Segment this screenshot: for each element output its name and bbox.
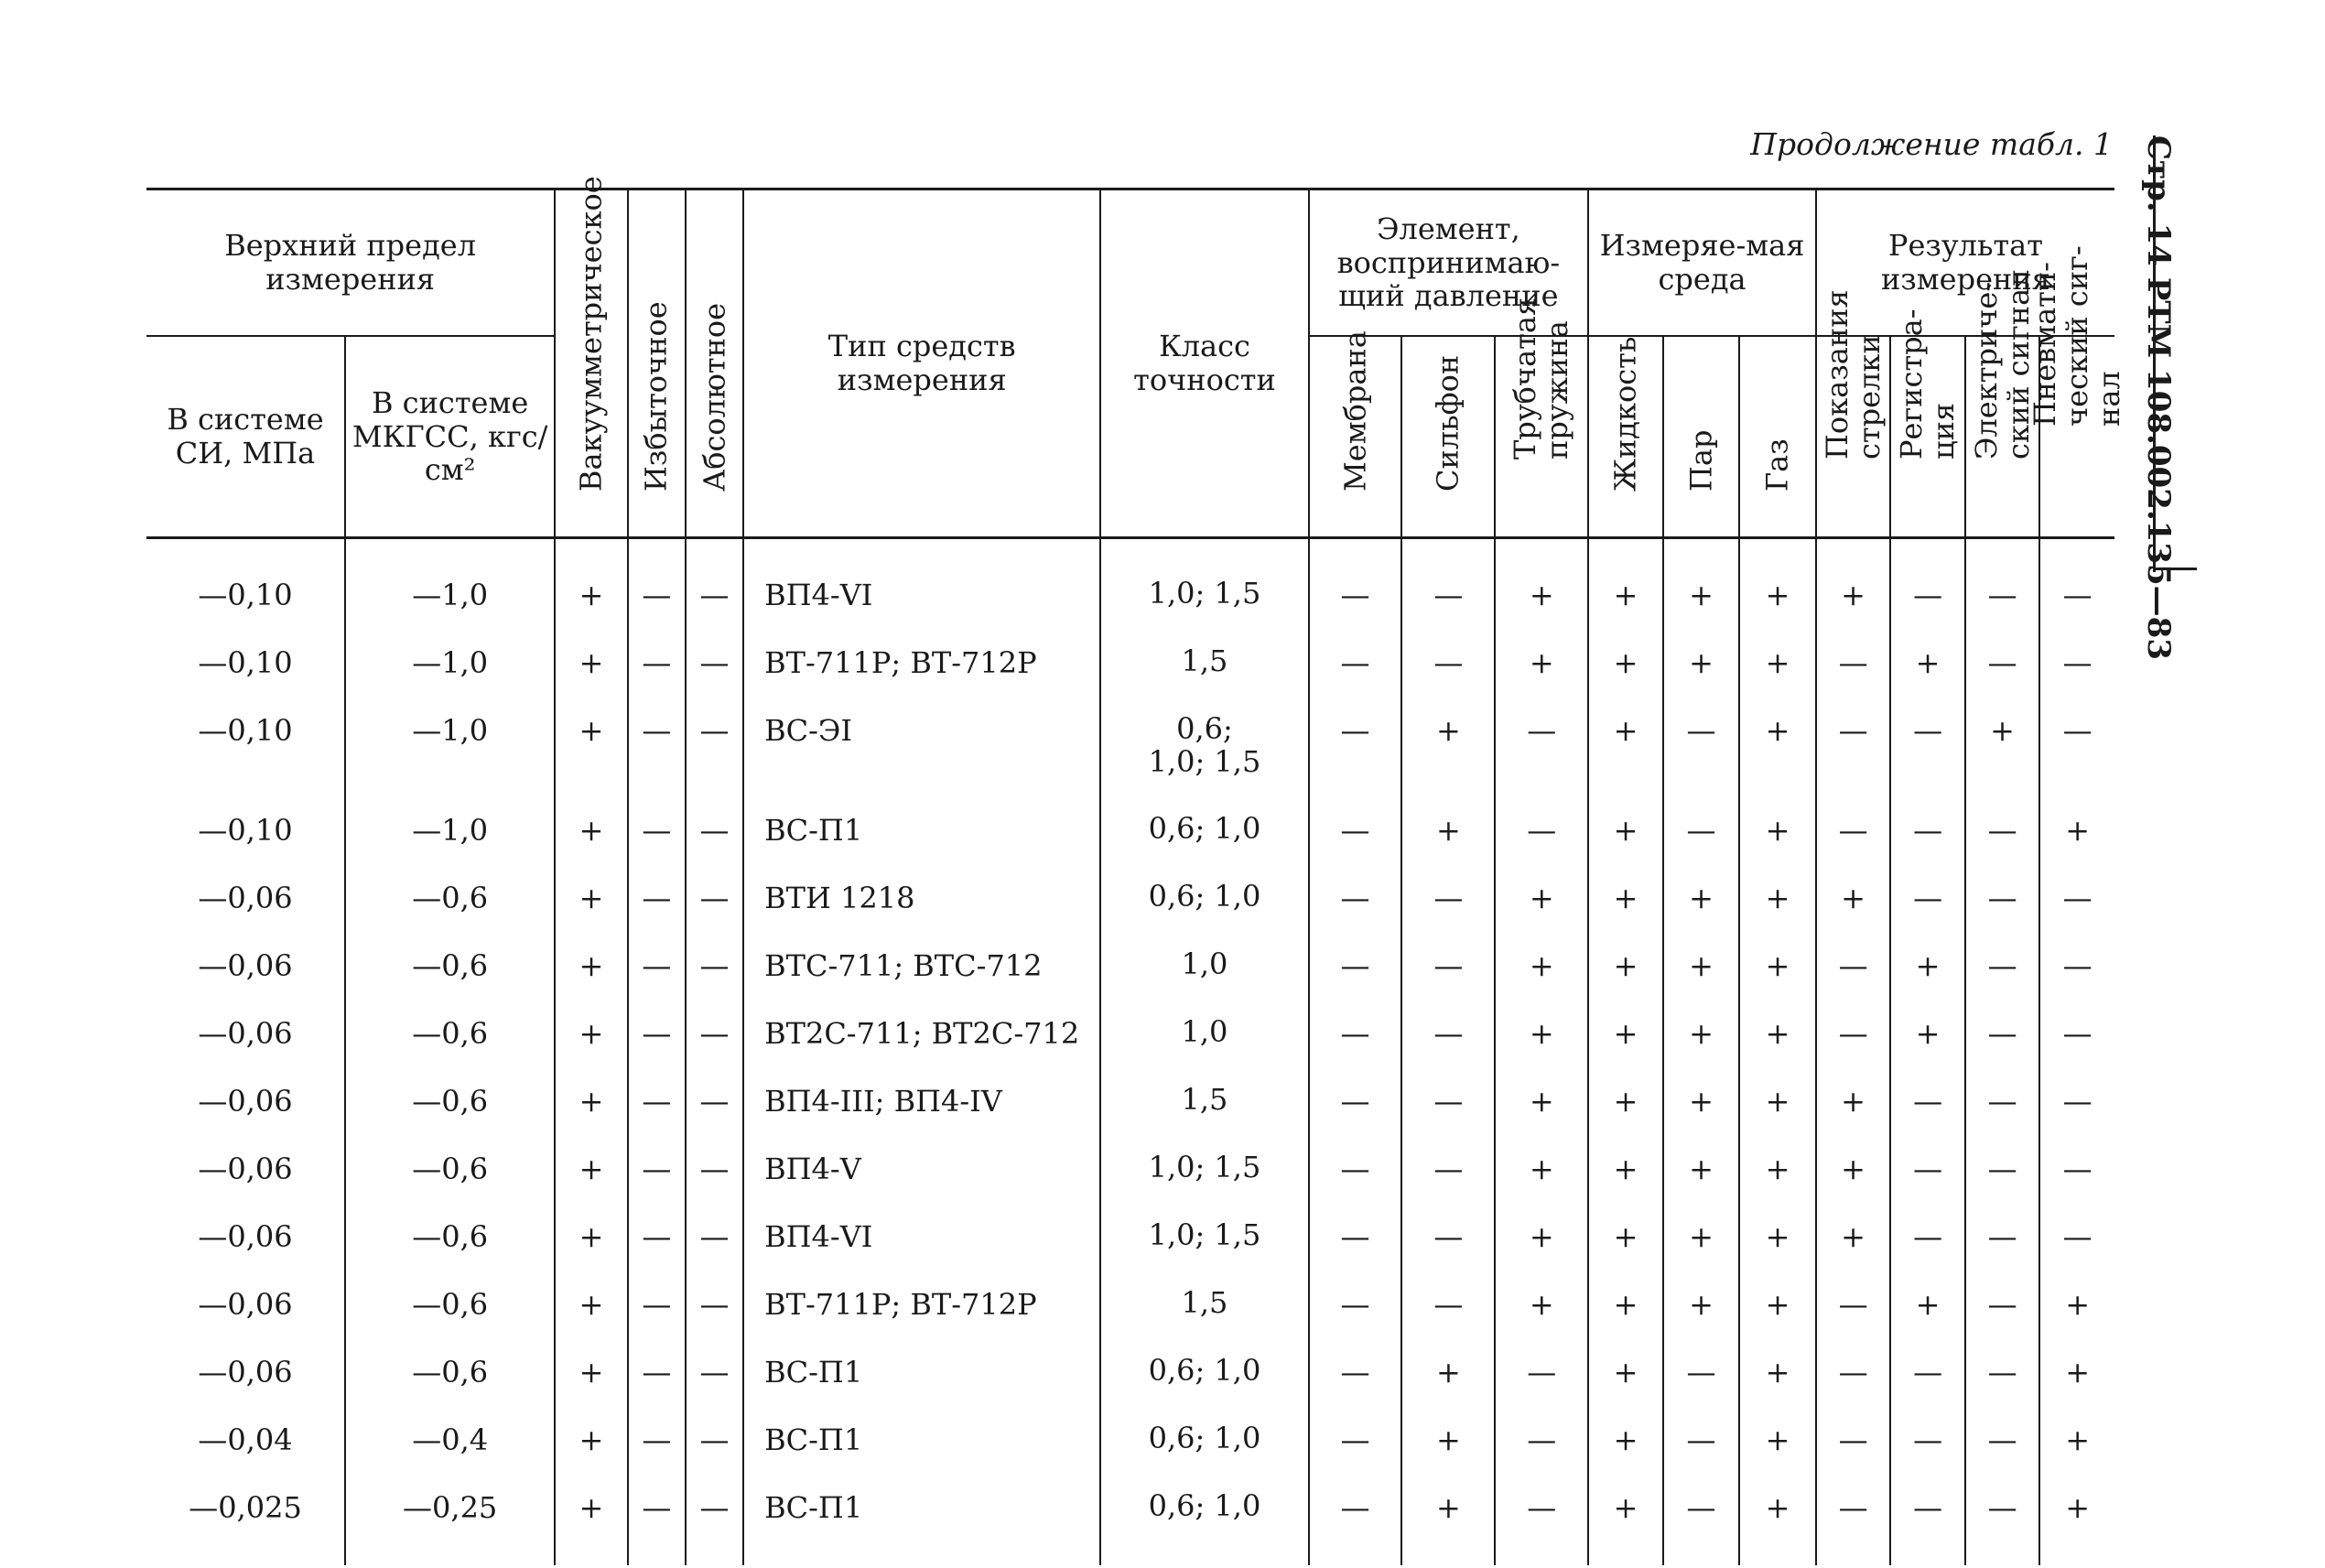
cell-bellows: — <box>1401 871 1495 939</box>
cell-vacuum: + <box>555 704 627 804</box>
cell-liquid: + <box>1588 804 1663 871</box>
cell-membrane: — <box>1309 1481 1402 1565</box>
cell-excess: — <box>628 1075 686 1142</box>
cell-membrane: — <box>1309 871 1402 939</box>
header-element: Элемент, воспринимаю-щий давление <box>1309 189 1589 337</box>
cell-liquid: + <box>1588 1278 1663 1346</box>
cell-gas: + <box>1739 636 1816 704</box>
cell-excess: — <box>628 538 686 637</box>
cell-class <box>1100 1413 1308 1481</box>
cell-gas: + <box>1739 1142 1816 1210</box>
table-header <box>146 176 2127 538</box>
header-liquid: Жидкость <box>1588 336 1663 538</box>
cell-registration: — <box>1890 1210 1965 1278</box>
cell-vacuum: + <box>555 1007 627 1075</box>
cell-class <box>1100 1346 1308 1413</box>
class-value: 1,0; 1,5 <box>1148 1150 1261 1184</box>
cell-absolute: — <box>686 1346 743 1413</box>
cell-vacuum: + <box>555 939 627 1007</box>
cell-absolute: — <box>686 1007 743 1075</box>
cell-mkgss: —0,4 <box>345 1413 555 1481</box>
cell-absolute: — <box>686 939 743 1007</box>
cell-tube-spring: + <box>1495 939 1588 1007</box>
cell-tube-spring: + <box>1495 636 1588 704</box>
cell-si: —0,10 <box>198 713 293 748</box>
cell-mkgss: —0,6 <box>345 1007 555 1075</box>
cell-tube-spring: — <box>1495 1481 1588 1565</box>
cell-electric-signal: — <box>1965 1481 2040 1565</box>
cell-registration: — <box>1890 1075 1965 1142</box>
cell-steam: + <box>1663 1007 1740 1075</box>
cell-gas: + <box>1739 1346 1816 1413</box>
header-electric-signal: Электриче- ский сигнал <box>1965 336 2040 538</box>
cell-si: —0,025 <box>189 1490 302 1525</box>
cell-arrow-reading: — <box>1816 939 1891 1007</box>
cell-excess: — <box>628 1346 686 1413</box>
cell-tube-spring: — <box>1495 1413 1588 1481</box>
cell-mkgss: —0,6 <box>345 871 555 939</box>
cell-class <box>1100 1075 1308 1142</box>
cell-pneumatic-signal: — <box>2039 871 2114 939</box>
cell-excess: — <box>628 871 686 939</box>
cell-type: ВС-П1 <box>743 804 1100 871</box>
cell-electric-signal: — <box>1965 1346 2040 1413</box>
header-arrow-reading: Показания стрелки <box>1816 336 1891 538</box>
cell-liquid: + <box>1588 1481 1663 1565</box>
cell-liquid: + <box>1588 538 1663 637</box>
cell-steam: + <box>1663 1075 1740 1142</box>
cell-tube-spring: — <box>1495 704 1588 804</box>
page-reference: Стр. 14 РТМ 108.002.135—83 <box>2140 135 2177 660</box>
cell-type: ВС-П1 <box>743 1346 1100 1413</box>
cell-vacuum: + <box>555 1346 627 1413</box>
cell-bellows: + <box>1401 1481 1495 1565</box>
cell-pneumatic-signal: — <box>2039 1007 2114 1075</box>
cell-gas: + <box>1739 1007 1816 1075</box>
class-value: 0,6; 1,0 <box>1148 1488 1261 1523</box>
cell-steam: — <box>1663 804 1740 871</box>
header-class: Класс точности <box>1100 189 1308 538</box>
cell-tube-spring: + <box>1495 1075 1588 1142</box>
cell-type: ВТИ 1218 <box>743 871 1100 939</box>
cell-absolute: — <box>686 804 743 871</box>
cell-bellows: — <box>1401 939 1495 1007</box>
cell-vacuum: + <box>555 871 627 939</box>
cell-class <box>1100 1007 1308 1075</box>
cell-liquid: + <box>1588 1346 1663 1413</box>
cell-mkgss: —0,6 <box>345 1346 555 1413</box>
cell-mkgss: —0,25 <box>345 1481 555 1565</box>
cell-gas: + <box>1739 1075 1816 1142</box>
class-value: 1,5 <box>1181 1082 1228 1117</box>
cell-vacuum: + <box>555 1413 627 1481</box>
cell-arrow-reading: — <box>1816 1413 1891 1481</box>
cell-registration: — <box>1890 871 1965 939</box>
cell-vacuum: + <box>555 1210 627 1278</box>
cell-membrane: — <box>1309 538 1402 637</box>
cell-absolute: — <box>686 538 743 637</box>
table-row <box>146 1007 2114 1075</box>
table-row <box>146 538 2114 637</box>
cell-bellows: + <box>1401 1346 1495 1413</box>
cell-absolute: — <box>686 871 743 939</box>
cell-gas: + <box>1739 1413 1816 1481</box>
header-medium: Измеряе-мая среда <box>1588 189 1816 337</box>
cell-vacuum: + <box>555 1278 627 1346</box>
cell-mkgss: —0,6 <box>345 939 555 1007</box>
cell-steam: — <box>1663 1481 1740 1565</box>
cell-excess: — <box>628 804 686 871</box>
cell-mkgss: —1,0 <box>345 804 555 871</box>
header-membrane: Мембрана <box>1309 336 1402 538</box>
cell-tube-spring: + <box>1495 1278 1588 1346</box>
cell-arrow-reading: — <box>1816 704 1891 804</box>
cell-liquid: + <box>1588 1075 1663 1142</box>
measurement-table <box>146 176 2127 1565</box>
class-value: 0,6; 1,0 <box>1148 879 1261 914</box>
cell-absolute: — <box>686 1142 743 1210</box>
cell-si: —0,06 <box>198 948 293 983</box>
cell-arrow-reading: — <box>1816 1278 1891 1346</box>
header-bellows: Сильфон <box>1401 336 1495 538</box>
cell-class <box>1100 939 1308 1007</box>
cell-class <box>1100 804 1308 871</box>
cell-membrane: — <box>1309 1210 1402 1278</box>
cell-electric-signal: — <box>1965 1142 2040 1210</box>
header-excess: Избыточное <box>628 189 686 538</box>
cell-gas: + <box>1739 704 1816 804</box>
table-row <box>146 804 2114 871</box>
cell-pneumatic-signal: — <box>2039 636 2114 704</box>
cell-si: —0,06 <box>198 1084 293 1119</box>
cell-tube-spring: — <box>1495 804 1588 871</box>
cell-mkgss: —1,0 <box>345 538 555 637</box>
cell-electric-signal: — <box>1965 1210 2040 1278</box>
cell-liquid: + <box>1588 871 1663 939</box>
cell-registration: — <box>1890 1142 1965 1210</box>
cell-type: ВП4-III; ВП4-IV <box>743 1075 1100 1142</box>
cell-class <box>1100 636 1308 704</box>
table-body <box>146 538 2114 1566</box>
cell-electric-signal: — <box>1965 1007 2040 1075</box>
cell-class <box>1100 1481 1308 1565</box>
cell-bellows: — <box>1401 1142 1495 1210</box>
cell-excess: — <box>628 1210 686 1278</box>
cell-si: —0,10 <box>198 813 293 848</box>
cell-membrane: — <box>1309 804 1402 871</box>
header-type: Тип средств измерения <box>743 189 1100 538</box>
table-row <box>146 1210 2114 1278</box>
cell-pneumatic-signal: — <box>2039 1142 2114 1210</box>
header-tube-spring: Трубчатая пружина <box>1495 336 1588 538</box>
cell-arrow-reading: — <box>1816 636 1891 704</box>
cell-excess: — <box>628 939 686 1007</box>
table-row <box>146 636 2114 704</box>
cell-electric-signal: — <box>1965 1413 2040 1481</box>
cell-pneumatic-signal: + <box>2039 1346 2114 1413</box>
cell-arrow-reading: + <box>1816 1210 1891 1278</box>
cell-steam: — <box>1663 704 1740 804</box>
cell-electric-signal: — <box>1965 538 2040 637</box>
cell-pneumatic-signal: + <box>2039 1481 2114 1565</box>
cell-registration: + <box>1890 1278 1965 1346</box>
cell-type: ВТ-711Р; ВТ-712Р <box>743 1278 1100 1346</box>
cell-class <box>1100 1142 1308 1210</box>
cell-excess: — <box>628 636 686 704</box>
cell-electric-signal: — <box>1965 1278 2040 1346</box>
cell-vacuum: + <box>555 538 627 637</box>
class-value: 1,0 <box>1181 946 1228 981</box>
cell-bellows: + <box>1401 804 1495 871</box>
cell-gas: + <box>1739 1278 1816 1346</box>
cell-absolute: — <box>686 1278 743 1346</box>
cell-absolute: — <box>686 1481 743 1565</box>
table-row <box>146 1278 2114 1346</box>
cell-mkgss: —0,6 <box>345 1210 555 1278</box>
cell-absolute: — <box>686 1413 743 1481</box>
cell-excess: — <box>628 704 686 804</box>
page-header-vertical <box>2140 135 2233 660</box>
cell-arrow-reading: + <box>1816 1142 1891 1210</box>
cell-membrane: — <box>1309 1142 1402 1210</box>
cell-pneumatic-signal: — <box>2039 939 2114 1007</box>
cell-mkgss: —1,0 <box>345 704 555 804</box>
cell-membrane: — <box>1309 1346 1402 1413</box>
cell-registration: — <box>1890 538 1965 637</box>
cell-steam: + <box>1663 939 1740 1007</box>
cell-membrane: — <box>1309 1075 1402 1142</box>
cell-gas: + <box>1739 1210 1816 1278</box>
class-value: 0,6; 1,0 <box>1148 1353 1261 1388</box>
cell-liquid: + <box>1588 636 1663 704</box>
cell-pneumatic-signal: — <box>2039 1075 2114 1142</box>
cell-mkgss: —0,6 <box>345 1075 555 1142</box>
cell-registration: — <box>1890 1413 1965 1481</box>
class-value: 0,6; <box>1176 711 1233 746</box>
cell-electric-signal: — <box>1965 636 2040 704</box>
cell-class <box>1100 538 1308 637</box>
cell-liquid: + <box>1588 704 1663 804</box>
cell-pneumatic-signal: + <box>2039 1413 2114 1481</box>
cell-excess: — <box>628 1142 686 1210</box>
cell-gas: + <box>1739 1481 1816 1565</box>
class-value: 1,5 <box>1181 1285 1228 1320</box>
class-value: 0,6; 1,0 <box>1148 1421 1261 1455</box>
table-row <box>146 1075 2114 1142</box>
cell-absolute: — <box>686 1075 743 1142</box>
class-value: 0,6; 1,0 <box>1148 811 1261 846</box>
cell-electric-signal: — <box>1965 1075 2040 1142</box>
cell-excess: — <box>628 1413 686 1481</box>
cell-gas: + <box>1739 939 1816 1007</box>
class-value: 1,0; 1,5 <box>1148 576 1261 611</box>
header-si: В системе СИ, МПа <box>167 402 324 470</box>
cell-bellows: — <box>1401 1075 1495 1142</box>
cell-si: —0,06 <box>198 1219 293 1254</box>
cell-registration: + <box>1890 636 1965 704</box>
cell-type: ВТ-711Р; ВТ-712Р <box>743 636 1100 704</box>
cell-arrow-reading: — <box>1816 804 1891 871</box>
cell-liquid: + <box>1588 1142 1663 1210</box>
class-value: 1,0 <box>1181 1014 1228 1049</box>
cell-arrow-reading: + <box>1816 1075 1891 1142</box>
cell-type: ВП4-V <box>743 1142 1100 1210</box>
cell-steam: + <box>1663 871 1740 939</box>
cell-type: ВП4-VI <box>743 1210 1100 1278</box>
cell-si: —0,06 <box>198 1152 293 1186</box>
cell-electric-signal: — <box>1965 939 2040 1007</box>
cell-gas: + <box>1739 538 1816 637</box>
cell-mkgss: —0,6 <box>345 1278 555 1346</box>
cell-steam: + <box>1663 636 1740 704</box>
cell-membrane: — <box>1309 939 1402 1007</box>
cell-gas: + <box>1739 804 1816 871</box>
class-value-cont: 1,0; 1,5 <box>1148 743 1261 779</box>
cell-steam: — <box>1663 1413 1740 1481</box>
cell-class <box>1100 871 1308 939</box>
cell-si: —0,10 <box>198 645 293 680</box>
cell-mkgss: —1,0 <box>345 636 555 704</box>
cell-steam: — <box>1663 1346 1740 1413</box>
cell-pneumatic-signal: + <box>2039 804 2114 871</box>
cell-membrane: — <box>1309 1278 1402 1346</box>
cell-pneumatic-signal: — <box>2039 704 2114 804</box>
cell-tube-spring: + <box>1495 1142 1588 1210</box>
table-row <box>146 1142 2114 1210</box>
cell-si: —0,04 <box>198 1422 293 1457</box>
cell-absolute: — <box>686 704 743 804</box>
cell-type: ВП4-VI <box>743 538 1100 637</box>
cell-excess: — <box>628 1278 686 1346</box>
cell-steam: + <box>1663 1278 1740 1346</box>
cell-class <box>1100 1278 1308 1346</box>
cell-pneumatic-signal: — <box>2039 1210 2114 1278</box>
cell-pneumatic-signal: + <box>2039 1278 2114 1346</box>
cell-vacuum: + <box>555 636 627 704</box>
cell-steam: + <box>1663 1210 1740 1278</box>
cell-liquid: + <box>1588 1210 1663 1278</box>
cell-excess: — <box>628 1481 686 1565</box>
table-row <box>146 939 2114 1007</box>
cell-type: ВС-ЭI <box>743 704 1100 804</box>
table-row <box>146 1413 2114 1481</box>
cell-tube-spring: + <box>1495 1210 1588 1278</box>
cell-class <box>1100 704 1308 804</box>
cell-vacuum: + <box>555 1142 627 1210</box>
cell-arrow-reading: — <box>1816 1007 1891 1075</box>
header-vacuum: Вакуумметрическое <box>555 189 627 538</box>
cell-steam: + <box>1663 538 1740 637</box>
header-registration: Регистра- ция <box>1890 336 1965 538</box>
header-gas: Газ <box>1739 336 1816 538</box>
cell-tube-spring: — <box>1495 1346 1588 1413</box>
cell-vacuum: + <box>555 1481 627 1565</box>
table-row <box>146 1481 2114 1565</box>
cell-absolute: — <box>686 636 743 704</box>
cell-si: —0,06 <box>198 1355 293 1390</box>
table-row <box>146 1346 2114 1413</box>
cell-arrow-reading: + <box>1816 538 1891 637</box>
cell-type: ВС-П1 <box>743 1481 1100 1565</box>
cell-vacuum: + <box>555 804 627 871</box>
cell-arrow-reading: — <box>1816 1346 1891 1413</box>
cell-bellows: — <box>1401 636 1495 704</box>
header-result: Результат измерения <box>1816 189 2114 337</box>
header-upper-limit: Верхний предел измерения <box>146 189 555 337</box>
cell-membrane: — <box>1309 704 1402 804</box>
cell-si: —0,10 <box>198 578 293 612</box>
cell-absolute: — <box>686 1210 743 1278</box>
cell-gas: + <box>1739 871 1816 939</box>
cell-type: ВС-П1 <box>743 1413 1100 1481</box>
header-steam: Пар <box>1663 336 1740 538</box>
cell-membrane: — <box>1309 636 1402 704</box>
cell-bellows: — <box>1401 538 1495 637</box>
class-value: 1,5 <box>1181 643 1228 678</box>
cell-type: ВТ2С-711; ВТ2С-712 <box>743 1007 1100 1075</box>
cell-tube-spring: + <box>1495 1007 1588 1075</box>
cell-liquid: + <box>1588 1007 1663 1075</box>
cell-si: —0,06 <box>198 1016 293 1051</box>
cell-registration: — <box>1890 804 1965 871</box>
header-mkgss: В системе МКГСС, кгс/см² <box>345 336 555 538</box>
cell-bellows: + <box>1401 704 1495 804</box>
cell-electric-signal: — <box>1965 871 2040 939</box>
cell-bellows: + <box>1401 1413 1495 1481</box>
cell-membrane: — <box>1309 1413 1402 1481</box>
cell-registration: + <box>1890 1007 1965 1075</box>
cell-tube-spring: + <box>1495 538 1588 637</box>
cell-liquid: + <box>1588 1413 1663 1481</box>
cell-mkgss: —0,6 <box>345 1142 555 1210</box>
cell-bellows: — <box>1401 1007 1495 1075</box>
cell-registration: — <box>1890 704 1965 804</box>
table-row <box>146 704 2114 804</box>
cell-registration: — <box>1890 1481 1965 1565</box>
cell-steam: + <box>1663 1142 1740 1210</box>
cell-registration: + <box>1890 939 1965 1007</box>
table-caption: Продолжение табл. 1 <box>1750 126 2113 162</box>
cell-bellows: — <box>1401 1210 1495 1278</box>
cell-excess: — <box>628 1007 686 1075</box>
header-pneumatic-signal: Пневмати- ческий сиг- нал <box>2039 336 2114 538</box>
cell-electric-signal: — <box>1965 804 2040 871</box>
class-value: 1,0; 1,5 <box>1148 1217 1261 1252</box>
cell-electric-signal: + <box>1965 704 2040 804</box>
cell-vacuum: + <box>555 1075 627 1142</box>
cell-liquid: + <box>1588 939 1663 1007</box>
cell-pneumatic-signal: — <box>2039 538 2114 637</box>
cell-arrow-reading: — <box>1816 1481 1891 1565</box>
cell-tube-spring: + <box>1495 871 1588 939</box>
cell-bellows: — <box>1401 1278 1495 1346</box>
cell-registration: — <box>1890 1346 1965 1413</box>
header-absolute: Абсолютное <box>686 189 743 538</box>
cell-class <box>1100 1210 1308 1278</box>
cell-type: ВТС-711; ВТС-712 <box>743 939 1100 1007</box>
cell-arrow-reading: + <box>1816 871 1891 939</box>
cell-si: —0,06 <box>198 881 293 915</box>
table-row <box>146 871 2114 939</box>
cell-si: —0,06 <box>198 1287 293 1322</box>
cell-membrane: — <box>1309 1007 1402 1075</box>
